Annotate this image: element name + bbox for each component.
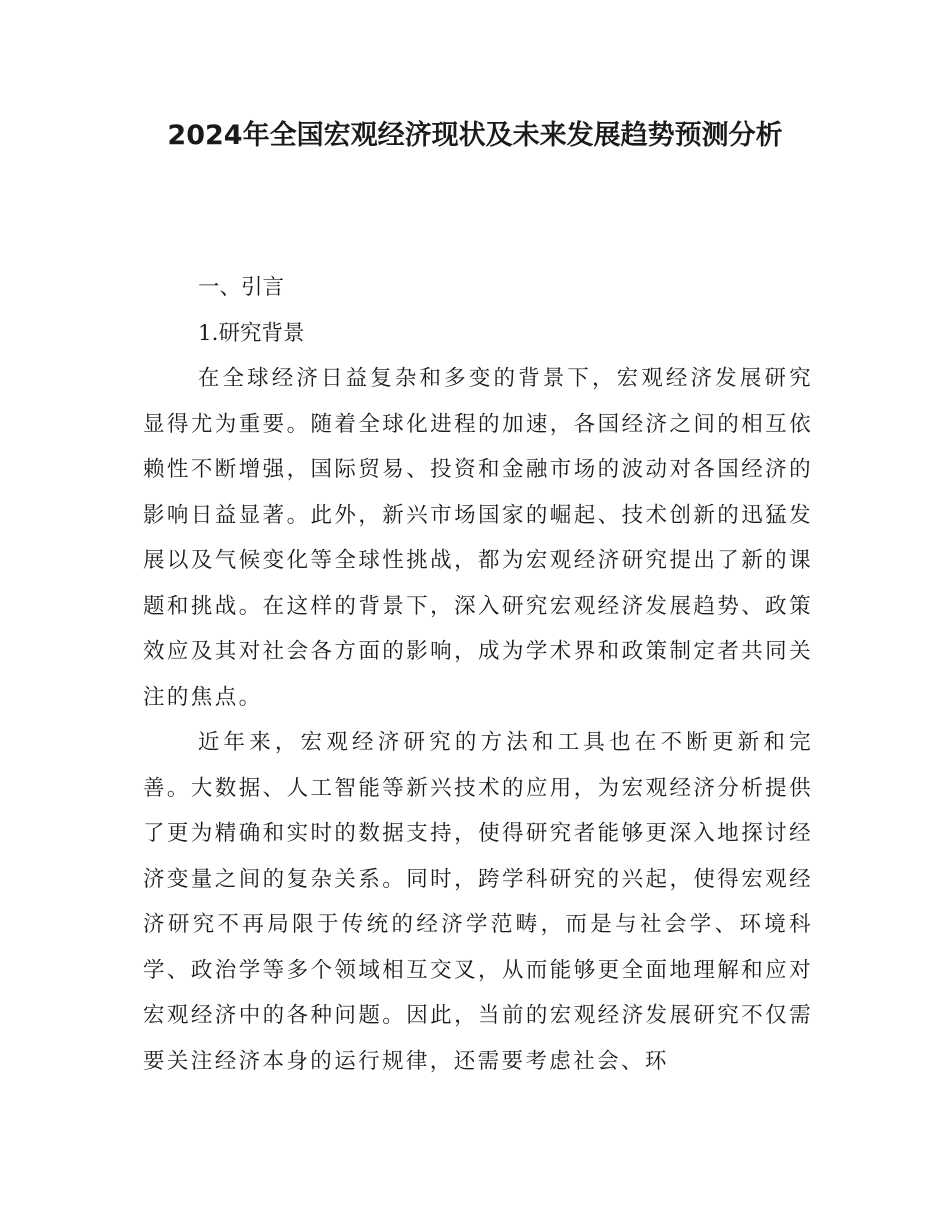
- subsection-heading: 1.研究背景: [198, 320, 305, 346]
- paragraph: 近年来，宏观经济研究的方法和工具也在不断更新和完善。大数据、人工智能等新兴技术的应用，为宏观经济分析提供了更为精确和实时的数据支持，使得研究者能够更深入地探讨经济变量之间的复杂关系。同时，跨学科研究的兴起，使得宏观经济研究不再局限于传统的经济学范畴，而是与社会学、环境科学、政治学等多个领域相互交叉，从而能够更全面地理解和应对宏观经济中的各种问题。因此，当前的宏观经济发展研究不仅需要关注经济本身的运行规律，还需要考虑社会、环: [143, 730, 813, 1074]
- document-body: [143, 265, 813, 1084]
- paragraph: 在全球经济日益复杂和多变的背景下，宏观经济发展研究显得尤为重要。随着全球化进程的加速，各国经济之间的相互依赖性不断增强，国际贸易、投资和金融市场的波动对各国经济的影响日益显著。此外，新兴市场国家的崛起、技术创新的迅猛发展以及气候变化等全球性挑战，都为宏观经济研究提出了新的课题和挑战。在这样的背景下，深入研究宏观经济发展趋势、政策效应及其对社会各方面的影响，成为学术界和政策制定者共同关注的焦点。: [143, 366, 813, 710]
- document-title: 2024年全国宏观经济现状及未来发展趋势预测分析: [167, 120, 783, 151]
- section-heading: 一、引言: [198, 275, 285, 300]
